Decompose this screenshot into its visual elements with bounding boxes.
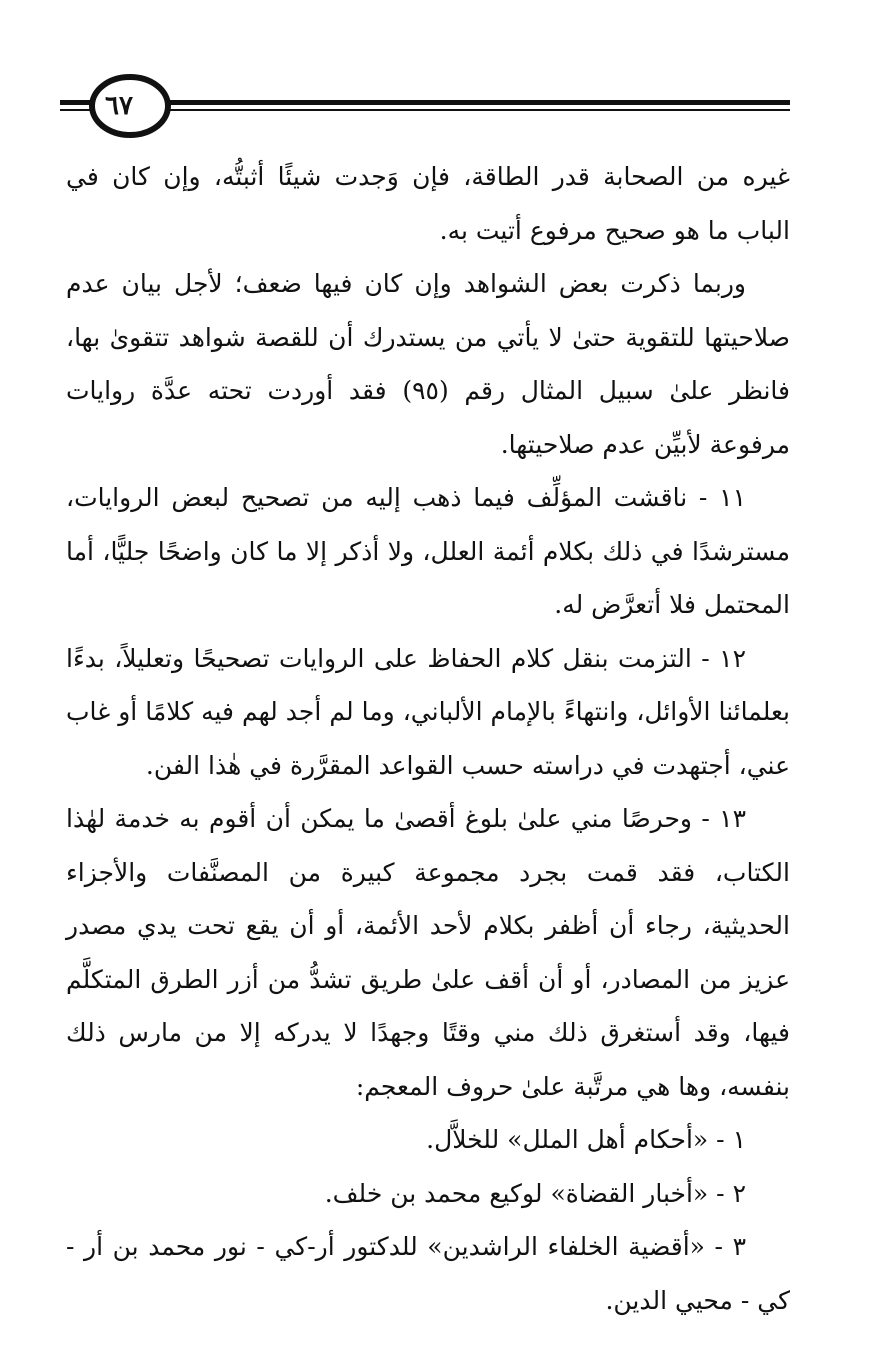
page-number: ٦٧: [105, 91, 133, 121]
paragraph-item-11: ١١ - ناقشت المؤلِّف فيما ذهب إليه من تصحيح لبعض الروايات، مسترشدًا في ذلك بكلام أئمة العلل، ولا أذكر إلا ما كان واضحًا جليًّا، أما المحتمل فلا أتعرَّض له.: [66, 483, 790, 619]
paragraph: وربما ذكرت بعض الشواهد وإن كان فيها ضعف؛ لأجل بيان عدم صلاحيتها للتقوية حتىٰ لا يأتي من يستدرك أن للقصة شواهد تتقوىٰ بها، فانظر علىٰ سبيل المثال رقم (٩٥) فقد أوردت تحته عدَّة روايات مرفوعة لأبيِّن عدم صلاحيتها.: [66, 269, 790, 459]
paragraph: غيره من الصحابة قدر الطاقة، فإن وَجدت شيئًا أثبتُّه، وإن كان في الباب ما هو صحيح مرفوع أتيت به.: [66, 162, 790, 245]
page-header-ornament: [60, 74, 790, 140]
body-text: [66, 150, 790, 1327]
paragraph-item-13: ١٣ - وحرصًا مني علىٰ بلوغ أقصىٰ ما يمكن أن أقوم به خدمة لهٰذا الكتاب، فقد قمت بجرد مجموعة كبيرة من المصنَّفات والأجزاء الحديثية، رجاء أن أظفر بكلام لأحد الأئمة، أو أن يقع تحت يدي مصدر عزيز من المصادر، أو أن أقف علىٰ طريق تشدُّ من أزر الطرق المتكلَّم فيها، وقد أستغرق ذلك مني وقتًا وجهدًا لا يدركه إلا من مارس ذلك بنفسه، وها هي مرتَّبة علىٰ حروف المعجم:: [66, 804, 790, 1101]
list-item: ٣ - «أقضية الخلفاء الراشدين» للدكتور أر-كي - نور محمد بن أر - كي - محيي الدين.: [66, 1232, 790, 1315]
paragraph-item-12: ١٢ - التزمت بنقل كلام الحفاظ على الروايات تصحيحًا وتعليلاً، بدءًا بعلمائنا الأوائل، وانتهاءً بالإمام الألباني، وما لم أجد لهم فيه كلامًا أو غاب عني، أجتهدت في دراسته حسب القواعد المقرَّرة في هٰذا الفن.: [66, 643, 790, 780]
list-item: ١ - «أحكام أهل الملل» للخلاَّل.: [426, 1125, 746, 1154]
list-item: ٢ - «أخبار القضاة» لوكيع محمد بن خلف.: [324, 1178, 746, 1208]
